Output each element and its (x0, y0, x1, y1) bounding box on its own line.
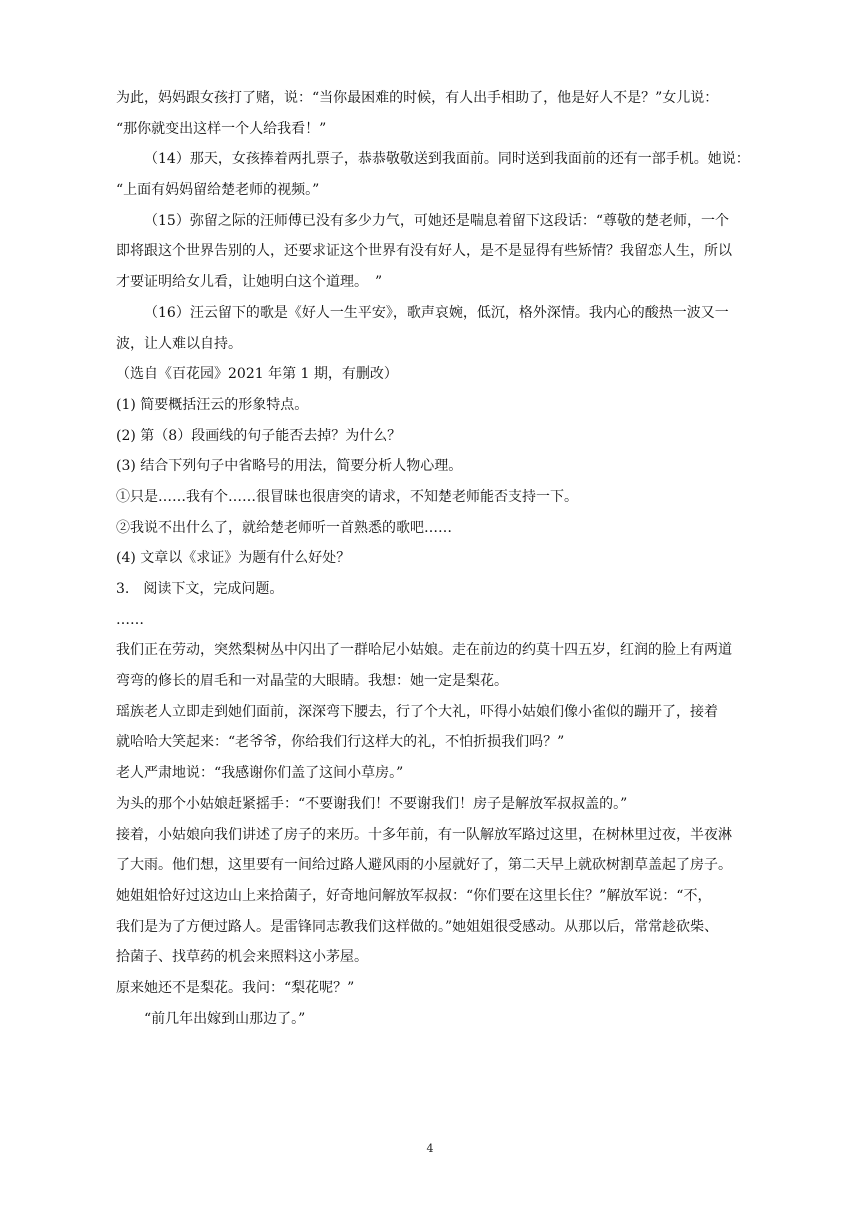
text-line: “上面有妈妈留给楚老师的视频。” (116, 182, 320, 199)
text-line: 我们是为了方便过路人。是雷锋同志教我们这样做的。”她姐姐很受感动。从那以后，常常趁砍柴、 (116, 918, 719, 935)
text-line: …… (116, 611, 144, 628)
page-number: 4 (426, 1142, 434, 1155)
text-line: 就哈哈大笑起来：“老爷爷，你给我们行这样大的礼，不怕折损我们吗？” (116, 734, 565, 751)
text-line: (1) 简要概括汪云的形象特点。 (116, 396, 309, 413)
text-line: 为头的那个小姑娘赶紧摇手：“不要谢我们！不要谢我们！房子是解放军叔叔盖的。” (116, 795, 628, 812)
text-line: (2) 第（8）段画线的句子能否去掉？为什么？ (116, 427, 402, 444)
text-line: 老人严肃地说：“我感谢你们盖了这间小草房。” (116, 765, 404, 782)
text-line: ①只是……我有个……很冒昧也很唐突的请求，不知楚老师能否支持一下。 (116, 488, 578, 505)
text-line: 弯弯的修长的眉毛和一对晶莹的大眼睛。我想：她一定是梨花。 (116, 673, 508, 690)
text-line: “那你就变出这样一个人给我看！” (116, 120, 327, 137)
text-line: （15）弥留之际的汪师傅已没有多少力气，可她还是喘息着留下这段话：“尊敬的楚老师，一个 (144, 212, 729, 229)
text-line: 瑶族老人立即走到她们面前，深深弯下腰去，行了个大礼，吓得小姑娘们像小雀似的蹦开了，接着 (116, 703, 718, 720)
text-line: 我们正在劳动，突然梨树丛中闪出了一群哈尼小姑娘。走在前边的约莫十四五岁，红润的脸上有两道 (116, 642, 732, 659)
text-line: 原来她还不是梨花。我问：“梨花呢？” (116, 979, 355, 996)
text-line: 为此，妈妈跟女孩打了赌，说：“当你最困难的时候，有人出手相助了，他是好人不是？”女儿说： (116, 90, 719, 106)
text-line: 即将跟这个世界告别的人，还要求证这个世界有没有好人，是不是显得有些矫情？我留恋人生，所以 (116, 243, 732, 260)
text-line: 她姐姐恰好过这边山上来拾菌子，好奇地问解放军叔叔：“你们要在这里长住？”解放军说：“不， (116, 887, 712, 904)
text-line: （选自《百花园》2021 年第 1 期，有删改） (116, 366, 398, 383)
text-line: (3) 结合下列句子中省略号的用法，简要分析人物心理。 (116, 458, 463, 475)
document-page (116, 83, 750, 1034)
text-line: （16）汪云留下的歌是《好人一生平安》，歌声哀婉，低沉，格外深情。我内心的酸热一波又一 (144, 304, 729, 321)
text-line: 了大雨。他们想，这里要有一间给过路人避风雨的小屋就好了，第二天早上就砍树割草盖起了房子。 (116, 857, 732, 874)
text-line: 3. 阅读下文，完成问题。 (116, 581, 284, 597)
text-line: 拾菌子、找草药的机会来照料这小茅屋。 (116, 949, 368, 966)
text-line: “前几年出嫁到山那边了。” (144, 1010, 306, 1027)
text-line: （14）那天，女孩捧着两扎票子，恭恭敬敬送到我面前。同时送到我面前的还有一部手机。她说： (144, 151, 750, 168)
text-line: 波，让人难以自持。 (116, 335, 242, 352)
text-line: 才要证明给女儿看，让她明白这个道理。 ” (116, 274, 383, 291)
text-line: ②我说不出什么了，就给楚老师听一首熟悉的歌吧…… (116, 519, 452, 536)
text-line: (4) 文章以《求证》为题有什么好处？ (116, 550, 351, 567)
text-line: 接着，小姑娘向我们讲述了房子的来历。十多年前，有一队解放军路过这里，在树林里过夜，半夜淋 (116, 826, 732, 843)
